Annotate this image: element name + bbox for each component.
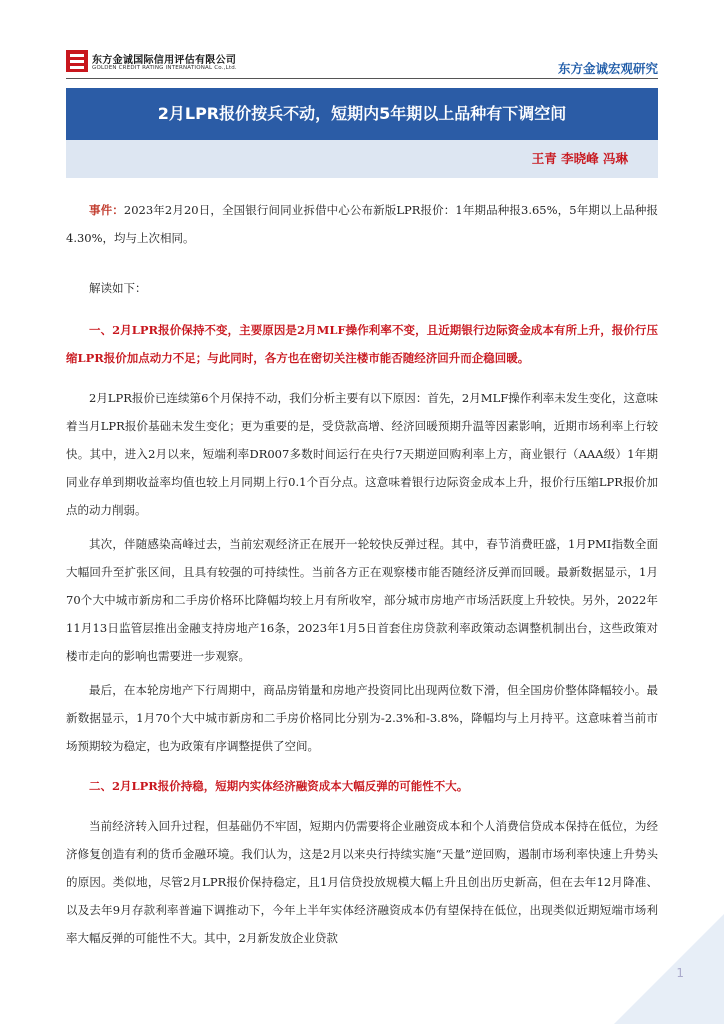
event-paragraph — [66, 196, 658, 252]
company-name-cn: 东方金诚国际信用评估有限公司 — [92, 55, 237, 66]
paragraph-4: 当前经济转入回升过程，但基础仍不牢固，短期内仍需要将企业融资成本和个人消费信贷成本保持在低位，为经济修复创造有利的货币金融环境。我们认为，这是2月以来央行持续实施“天量”逆回购，遏制市场利率快速上升势头的原因。类似地，尽管2月LPR报价保持稳定，且1月信贷投放规模大幅上升且创出历史新高，但在去年12月降准、以及去年9月存款利率普遍下调推动下，今年上半年实体经济融资成本仍有望保持在低位，出现类似近期短端市场利率大幅反弹的可能性不大。其中，2月新发放企业贷款 — [66, 819, 658, 945]
event-text: 2023年2月20日，全国银行间同业拆借中心公布新版LPR报价：1年期品种报3.65%，5年期以上品种报4.30%，均与上次相同。 — [66, 203, 658, 245]
page-header — [0, 0, 724, 80]
report-title: 2月LPR报价按兵不动，短期内5年期以上品种有下调空间 — [157, 104, 567, 123]
report-body — [66, 196, 658, 952]
interpret-intro: 解读如下： — [89, 281, 147, 295]
author-band — [66, 140, 658, 178]
paragraph-2: 其次，伴随感染高峰过去，当前宏观经济正在展开一轮较快反弹过程。其中，春节消费旺盛，1月PMI指数全面大幅回升至扩张区间，且具有较强的可持续性。当前各方正在观察楼市能否随经济反弹而回暖。最新数据显示，1月70个大中城市新房和二手房价格环比降幅均较上月有所收窄，部分城市房地产市场活跃度上升较快。另外，2022年11月13日监管层推出金融支持房地产16条，2023年1月5日首套住房贷款利率政策动态调整机制出台，这些政策对楼市走向的影响也需要进一步观察。 — [66, 537, 658, 663]
page-corner-decoration — [614, 914, 724, 1024]
company-name-en: GOLDEN CREDIT RATING INTERNATIONAL Co.,Ltd. — [92, 65, 237, 71]
brand-label: 东方金诚宏观研究 — [557, 61, 658, 76]
paragraph-1: 2月LPR报价已连续第6个月保持不动，我们分析主要有以下原因：首先，2月MLF操作利率未发生变化，这意味着当月LPR报价基础未发生变化；更为重要的是，受贷款高增、经济回暖预期升温等因素影响，近期市场利率上行较快。其中，进入2月以来，短端利率DR007多数时间运行在央行7天期逆回购利率上方，商业银行（AAA级）1年期同业存单到期收益率均值也较上月同期上行0.1个百分点。这意味着银行边际资金成本上升，报价行压缩LPR报价加点的动力削弱。 — [66, 391, 658, 517]
page-number: 1 — [676, 966, 684, 980]
title-band — [66, 88, 658, 140]
paragraph-3: 最后，在本轮房地产下行周期中，商品房销量和房地产投资同比出现两位数下滑，但全国房价整体降幅较小。最新数据显示，1月70个大中城市新房和二手房价格同比分别为-2.3%和-3.8%，降幅均与上月持平。这意味着当前市场预期较为稳定，也为政策有序调整提供了空间。 — [66, 683, 658, 753]
report-authors: 王青 李晓峰 冯琳 — [531, 151, 628, 166]
section-heading-2: 二、2月LPR报价持稳，短期内实体经济融资成本大幅反弹的可能性不大。 — [89, 779, 469, 793]
company-logo-icon — [66, 50, 88, 72]
event-label: 事件： — [89, 203, 124, 217]
header-divider — [66, 78, 658, 79]
section-heading-1: 一、2月LPR报价保持不变，主要原因是2月MLF操作利率不变，且近期银行边际资金成本有所上升，报价行压缩LPR报价加点动力不足；与此同时，各方也在密切关注楼市能否随经济回升而企稳回暖。 — [66, 323, 658, 365]
